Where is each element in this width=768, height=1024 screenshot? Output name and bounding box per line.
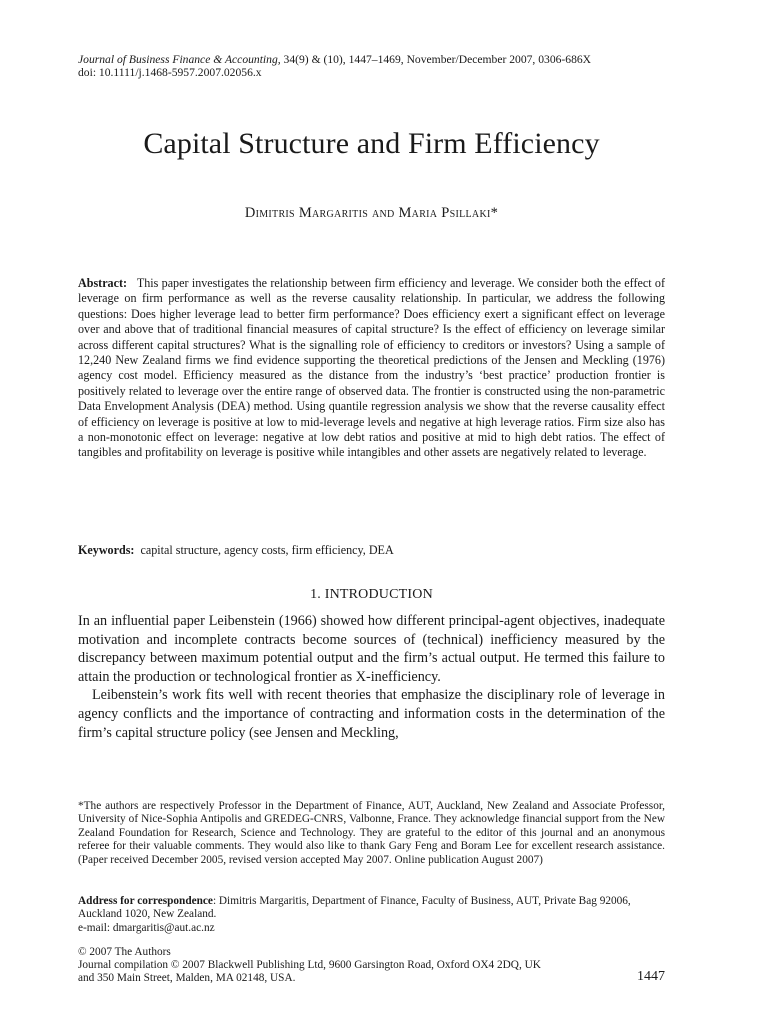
journal-name: Journal of Business Finance & Accounting, (78, 53, 281, 66)
keywords-label: Keywords: (78, 543, 135, 557)
abstract-label: Abstract: (78, 276, 128, 290)
keywords (78, 543, 665, 558)
section-heading: 1. INTRODUCTION (310, 587, 433, 602)
page-number: 1447 (637, 969, 665, 984)
abstract (78, 276, 665, 461)
paper-page (78, 0, 665, 1024)
journal-citation (78, 53, 665, 66)
doi: doi: 10.1111/j.1468-5957.2007.02056.x (78, 66, 262, 79)
copyright-notice (78, 946, 598, 985)
body-text (78, 612, 665, 742)
correspondence-label: Address for correspondence (78, 895, 213, 907)
correspondence-address (78, 895, 665, 935)
correspondence-email: e-mail: dmargaritis@aut.ac.nz (78, 921, 215, 934)
journal-details: 34(9) & (10), 1447–1469, November/December 2007, 0306-686X (280, 53, 592, 66)
body-paragraph: Leibenstein’s work fits well with recent theories that emphasize the disciplinary role of leverage in agency conflicts and the importance of contracting and information costs in the determination of the firm’s capital structure policy (see Jensen and Meckling, (78, 687, 665, 741)
keywords-text: capital structure, agency costs, firm efficiency, DEA (140, 543, 394, 557)
author-list: Dimitris Margaritis and Maria Psillaki* (244, 205, 499, 221)
copyright-line: Journal compilation © 2007 Blackwell Publishing Ltd, 9600 Garsington Road, Oxford OX4 2DQ, UK (78, 959, 541, 971)
body-paragraph: In an influential paper Leibenstein (1966) showed how different principal-agent objectives, inadequate motivation and incomplete contracts become sources of (technical) inefficiency measured by the discrepancy between maximum potential output and the firm’s actual output. He termed this failure to attain the production or technological frontier as X-inefficiency. (78, 613, 665, 685)
copyright-line: © 2007 The Authors (78, 946, 171, 958)
journal-header (78, 53, 665, 79)
author-footnote: *The authors are respectively Professor in the Department of Finance, AUT, Auckland, New Zealand and Associate Professor, University of Nice-Sophia Antipolis and GREDEG-CNRS, Valbonne, France. They acknowledge financial support from the New Zealand Foundation for Research, Science and Technology. They are grateful to the editor of this journal and an anonymous referee for their valuable comments. They would also like to thank Gary Feng and Boram Lee for excellent research assistance. (Paper received December 2005, revised version accepted May 2007. Online publication August 2007) (78, 800, 665, 866)
abstract-text: This paper investigates the relationship between firm efficiency and leverage. We consider both the effect of leverage on firm performance as well as the reverse causality relationship. In particular, we address the following questions: Does higher leverage lead to better firm performance? Does efficiency exert a significant effect on leverage over and above that of traditional financial measures of capital structure? Is the effect of efficiency on leverage similar across different capital structures? What is the signalling role of efficiency to creditors or investors? Using a sample of 12,240 New Zealand firms we find evidence supporting the theoretical predictions of the Jensen and Meckling (1976) agency cost model. Efficiency measured as the distance from the industry’s ‘best practice’ production frontier is positively related to leverage over the entire range of observed data. The frontier is constructed using the non-parametric Data Envelopment Analysis (DEA) method. Using quantile regression analysis we show that the reverse causality effect of efficiency on leverage is positive at low to mid-leverage levels and negative at high leverage ratios. Firm size also has a non-monotonic effect on leverage: negative at low debt ratios and positive at mid to high debt ratios. The effect of tangibles and profitability on leverage is positive while intangibles and other assets are negatively related to leverage. (78, 276, 665, 460)
correspondence-text: : Dimitris Margaritis, Department of Finance, Faculty of Business, AUT, Private Bag 92006, Auckland 1020, New Zealand. (78, 895, 631, 921)
copyright-line: and 350 Main Street, Malden, MA 02148, USA. (78, 972, 296, 984)
paper-title: Capital Structure and Firm Efficiency (143, 127, 600, 160)
